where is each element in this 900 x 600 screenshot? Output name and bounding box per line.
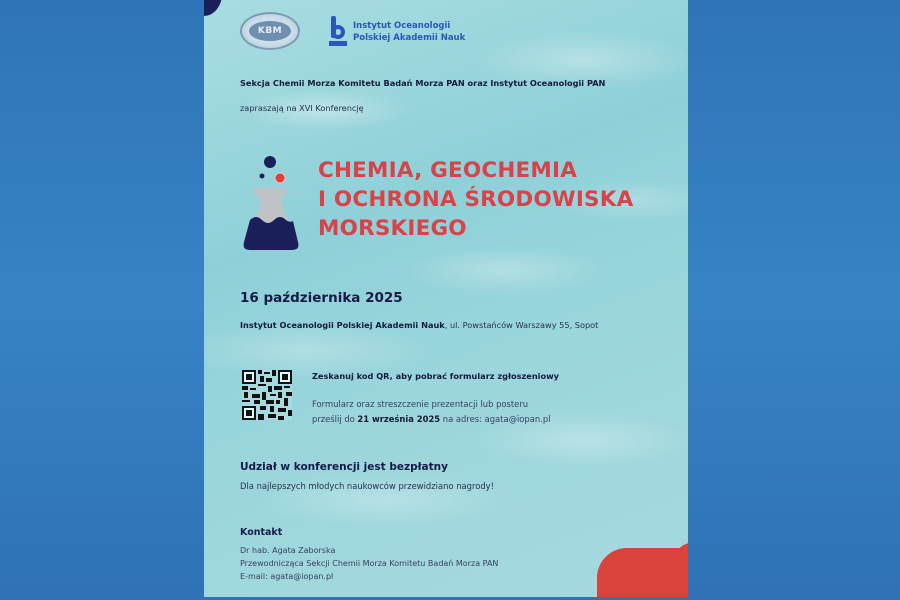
contact-email[interactable]: E-mail: agata@iopan.pl bbox=[240, 572, 334, 581]
event-date: 16 października 2025 bbox=[240, 290, 403, 306]
submission-pre: prześlij do bbox=[312, 414, 358, 424]
submission-email: na adres: agata@iopan.pl bbox=[440, 414, 551, 424]
free-participation-heading: Udział w konferencji jest bezpłatny bbox=[240, 461, 448, 473]
qr-code-icon[interactable] bbox=[242, 370, 292, 420]
submission-deadline: 21 września 2025 bbox=[357, 414, 441, 424]
iopan-logo-icon bbox=[329, 16, 347, 48]
kbm-logo bbox=[240, 12, 300, 50]
organizers-text: Sekcja Chemii Morza Komitetu Badań Morza PAN oraz Instytut Oceanologii PAN bbox=[240, 78, 606, 88]
title-line-2: I OCHRONA ŚRODOWISKA bbox=[318, 187, 634, 212]
decorative-corner-red bbox=[597, 548, 688, 597]
venue-address: , ul. Powstańców Warszawy 55, Sopot bbox=[444, 320, 599, 330]
submission-line-1: Formularz oraz streszczenie prezentacji lub posteru bbox=[312, 399, 529, 409]
event-venue bbox=[240, 320, 598, 330]
iopan-logo-line1: Instytut Oceanologii bbox=[353, 21, 451, 31]
decorative-corner-navy bbox=[204, 0, 222, 16]
iopan-logo-line2: Polskiej Akademii Nauk bbox=[353, 33, 466, 43]
contact-name: Dr hab. Agata Zaborska bbox=[240, 546, 336, 555]
title-line-1: CHEMIA, GEOCHEMIA bbox=[318, 158, 578, 183]
submission-line-2 bbox=[312, 412, 612, 427]
contact-role: Przewodnicząca Sekcji Chemii Morza Komitetu Badań Morza PAN bbox=[240, 559, 499, 568]
submission-info bbox=[312, 397, 612, 427]
iopan-logo bbox=[329, 16, 465, 48]
invitation-text: zapraszają na XVI Konferencję bbox=[240, 103, 364, 113]
venue-name: Instytut Oceanologii Polskiej Akademii Nauk bbox=[240, 320, 445, 330]
kbm-logo-label: KBM bbox=[249, 21, 291, 41]
contact-heading: Kontakt bbox=[240, 527, 283, 538]
prizes-note: Dla najlepszych młodych naukowców przewidziano nagrody! bbox=[240, 481, 494, 491]
conference-title bbox=[318, 156, 633, 243]
flask-icon bbox=[242, 150, 302, 255]
qr-instruction: Zeskanuj kod QR, aby pobrać formularz zgłoszeniowy bbox=[312, 371, 559, 381]
conference-poster bbox=[204, 0, 688, 597]
title-line-3: MORSKIEGO bbox=[318, 216, 467, 241]
